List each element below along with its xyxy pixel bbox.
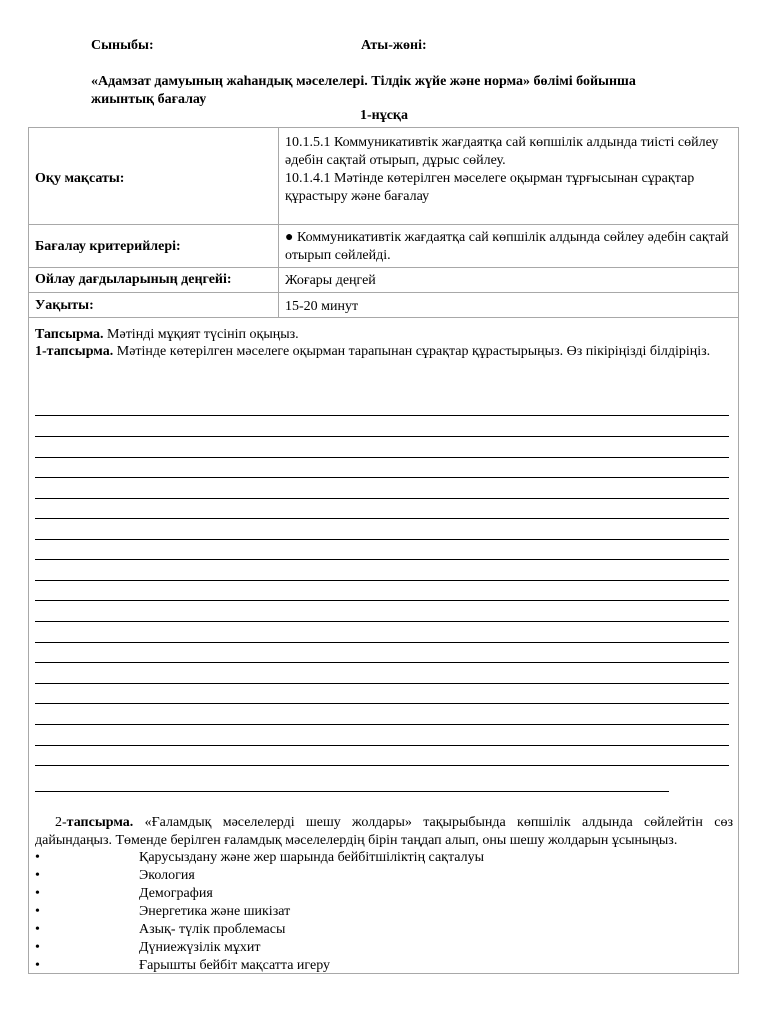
answer-line[interactable] bbox=[35, 539, 729, 540]
task1 bbox=[35, 343, 733, 360]
table-row-time bbox=[29, 293, 738, 318]
variant-label: 1-нұсқа bbox=[359, 108, 408, 123]
answer-line[interactable] bbox=[35, 559, 729, 560]
table-row-thinking-level bbox=[29, 268, 738, 293]
assessment-frame bbox=[28, 127, 739, 974]
topic-label: Азық- түлік проблемасы bbox=[139, 922, 286, 937]
criteria-label: Бағалау критерийлері: bbox=[35, 239, 181, 254]
task2-prefix: 2- bbox=[55, 815, 67, 830]
time-label: Уақыты: bbox=[35, 298, 94, 313]
answer-line[interactable] bbox=[35, 600, 729, 601]
answer-line[interactable] bbox=[35, 745, 729, 746]
answer-line[interactable] bbox=[35, 791, 669, 792]
topic-item bbox=[35, 957, 733, 975]
topic-label: Қарусыздану және жер шарында бейбітшіліктің сақталуы bbox=[139, 850, 484, 865]
thinking-level-value: Жоғары деңгей bbox=[285, 273, 376, 288]
answer-line[interactable] bbox=[35, 642, 729, 643]
bullet-icon: • bbox=[35, 904, 40, 919]
objectives-value bbox=[285, 134, 731, 206]
task-intro-text: Мәтінді мұқият түсініп оқыңыз. bbox=[103, 327, 299, 342]
answer-line[interactable] bbox=[35, 724, 729, 725]
answer-line[interactable] bbox=[35, 498, 729, 499]
task-intro bbox=[35, 326, 733, 343]
answer-line[interactable] bbox=[35, 703, 729, 704]
table-row-criteria bbox=[29, 225, 738, 268]
task2 bbox=[35, 814, 733, 850]
answer-line[interactable] bbox=[35, 683, 729, 684]
topic-label: Дүниежүзілік мұхит bbox=[139, 940, 261, 955]
criteria-value: ● Коммуникативтік жағдаятқа сай көпшілік алдында сөйлеу әдебін сақтай отырып сөйлейді. bbox=[285, 230, 729, 263]
task1-text: Мәтінде көтерілген мәселеге оқырман тарапынан сұрақтар құрастырыңыз. Өз пікіріңізді білдіріңіз. bbox=[113, 344, 711, 359]
topic-item bbox=[35, 903, 733, 921]
answer-line[interactable] bbox=[35, 477, 729, 478]
answer-line[interactable] bbox=[35, 580, 729, 581]
bullet-icon: • bbox=[35, 922, 40, 937]
topic-item bbox=[35, 867, 733, 885]
topic-label: Демография bbox=[139, 886, 213, 901]
bullet-icon: • bbox=[35, 868, 40, 883]
bullet-icon: • bbox=[35, 958, 40, 973]
class-label: Сыныбы: bbox=[91, 38, 154, 53]
answer-line[interactable] bbox=[35, 457, 729, 458]
task1-heading: 1-тапсырма. bbox=[35, 344, 114, 359]
topic-label: Энергетика және шикізат bbox=[139, 904, 291, 919]
topic-label: Экология bbox=[139, 868, 195, 883]
topic-item bbox=[35, 885, 733, 903]
answer-line[interactable] bbox=[35, 436, 729, 437]
bullet-icon: • bbox=[35, 886, 40, 901]
table-row-objectives bbox=[29, 128, 738, 225]
topic-item bbox=[35, 849, 733, 867]
bullet-icon: • bbox=[35, 850, 40, 865]
objectives-label: Оқу мақсаты: bbox=[35, 171, 125, 186]
assessment-title: «Адамзат дамуының жаһандық мәселелері. Тілдік жүйе және норма» бөлімі бойынша жиынтық бағалау bbox=[91, 74, 636, 107]
answer-line[interactable] bbox=[35, 415, 729, 416]
thinking-level-label: Ойлау дағдыларының деңгейі: bbox=[35, 272, 232, 287]
answer-line[interactable] bbox=[35, 621, 729, 622]
answer-line[interactable] bbox=[35, 765, 729, 766]
task2-text: «Ғаламдық мәселелерді шешу жолдары» тақырыбында көпшілік алдында сөйлейтін сөз дайындаңыз. Төменде берілген ғаламдық мәселелердің бірін таңдап алып, оны шешу жолдарын ұсыныңыз. bbox=[35, 815, 733, 848]
answer-line[interactable] bbox=[35, 662, 729, 663]
answer-line[interactable] bbox=[35, 518, 729, 519]
task-area bbox=[35, 326, 733, 360]
topic-item bbox=[35, 921, 733, 939]
topic-item bbox=[35, 939, 733, 957]
task2-heading: тапсырма. bbox=[66, 815, 134, 830]
topic-label: Ғарышты бейбіт мақсатта игеру bbox=[139, 958, 331, 973]
task-intro-heading: Тапсырма. bbox=[35, 327, 104, 342]
objective-line: 10.1.4.1 Мәтінде көтерілген мәселеге оқырман тұрғысынан сұрақтар құрастыру және бағалау bbox=[285, 171, 695, 204]
time-value: 15-20 минут bbox=[285, 299, 359, 314]
objective-line: 10.1.5.1 Коммуникативтік жағдаятқа сай көпшілік алдында тиісті сөйлеу әдебін сақтай отырып, дұрыс сөйлеу. bbox=[285, 135, 719, 168]
name-label: Аты-жөні: bbox=[361, 38, 427, 53]
bullet-icon: • bbox=[35, 940, 40, 955]
